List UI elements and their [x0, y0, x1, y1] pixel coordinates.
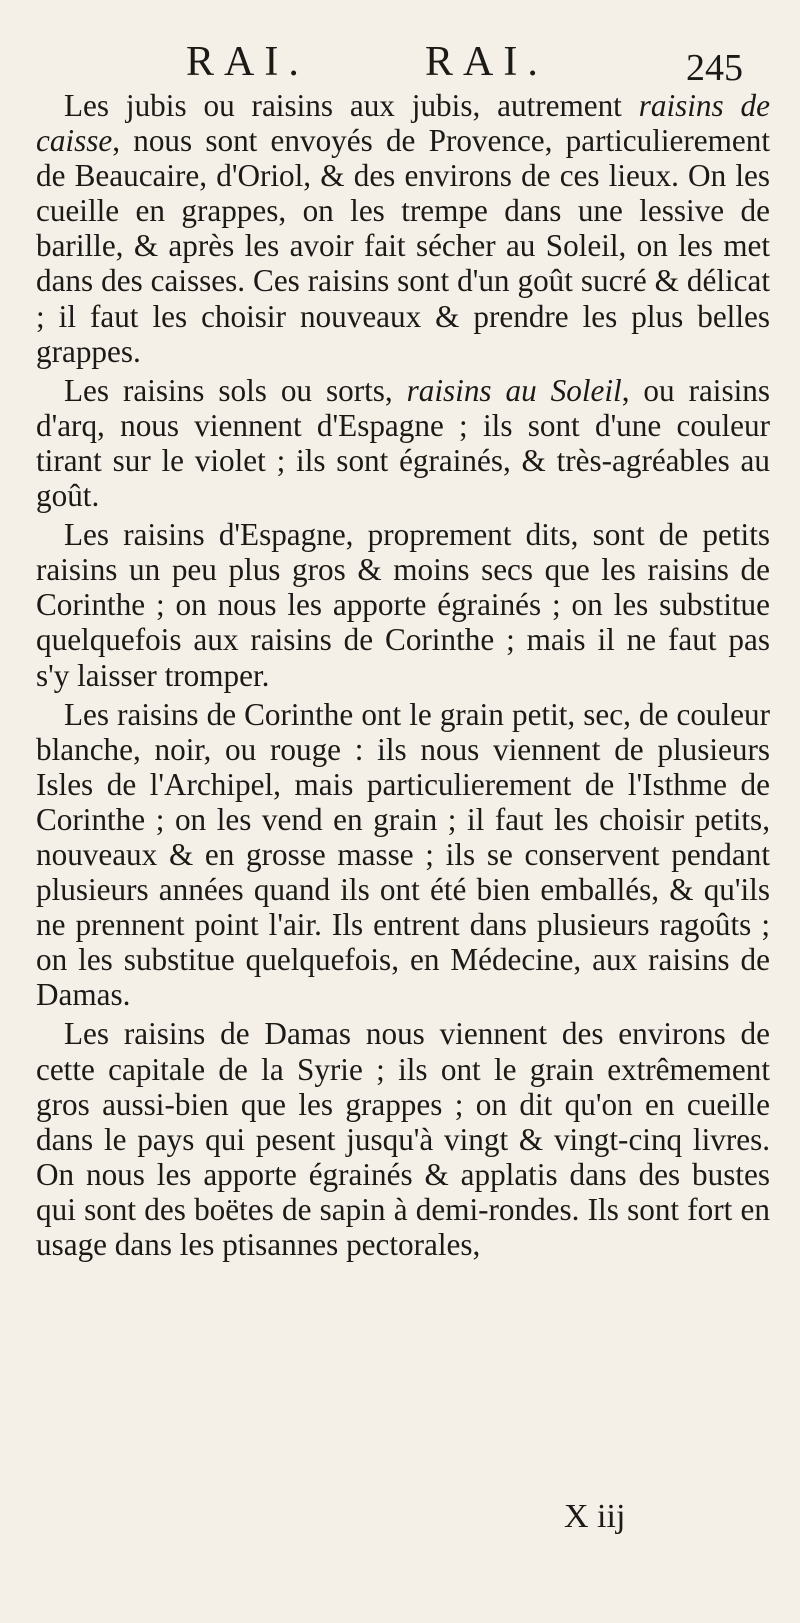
- paragraph: [36, 517, 770, 692]
- text-run: , ou raisins d'arq, nous viennent d'Espagne ; ils sont d'une couleur tirant sur le violet ; ils sont égrainés, & très-agréables au goût.: [36, 372, 770, 514]
- header-left: RAI.: [186, 39, 309, 85]
- text-run: Les raisins de Corinthe ont le grain petit, sec, de couleur blanche, noir, ou rouge : ils nous viennent de plusieurs Isles de l'Archipel, mais particulierement de l'Isthme de Corinthe ; on les vend en grain ; il faut les choisir petits, nouveaux & en grosse masse ; ils se conservent pendant plusieurs années quand ils ont été bien emballés, & qu'ils ne prennent point l'air. Ils entrent dans plusieurs ragoûts ; on les substitue quelquefois, en Médecine, aux raisins de Damas.: [36, 696, 770, 1013]
- text-run: , nous sont envoyés de Provence, particulierement de Beaucaire, d'Oriol, & des environs de ces lieux. On les cueille en grappes, on les trempe dans une lessive de barille, & après les avoir fait sécher au Soleil, on les met dans des caisses. Ces raisins sont d'un goût sucré & délicat ; il faut les choisir nouveaux & prendre les plus belles grappes.: [36, 123, 770, 369]
- paragraph: [36, 88, 770, 369]
- body-text: [36, 88, 770, 1266]
- text-run: Les raisins sols ou sorts,: [64, 372, 407, 408]
- text-run: Les raisins de Damas nous viennent des environs de cette capitale de la Syrie ; ils ont le grain extrêmement gros aussi-bien que les grappes ; on dit qu'on en cueille dans le pays qui pesent jusqu'à vingt & vingt-cinq livres. On nous les apporte égrainés & applatis dans des bustes qui sont des boëtes de sapin à demi-rondes. Ils sont fort en usage dans les ptisannes pectorales,: [36, 1016, 770, 1262]
- page-number: 245: [686, 47, 743, 89]
- paragraph: [36, 1016, 770, 1262]
- paragraph: [36, 373, 770, 513]
- italic-phrase: raisins de caisse: [36, 88, 770, 159]
- text-run: Les jubis ou raisins aux jubis, autrement: [64, 88, 639, 123]
- paragraph: [36, 697, 770, 1013]
- italic-phrase: raisins au Soleil: [406, 372, 622, 408]
- text-run: Les raisins d'Espagne, proprement dits, sont de petits raisins un peu plus gros & moins secs que les raisins de Corinthe ; on nous les apporte égrainés ; on les substitue quelquefois aux raisins de Corinthe ; mais il ne faut pas s'y laisser tromper.: [36, 517, 770, 693]
- header-right: RAI.: [425, 39, 548, 85]
- signature-mark: X iij: [564, 1498, 626, 1535]
